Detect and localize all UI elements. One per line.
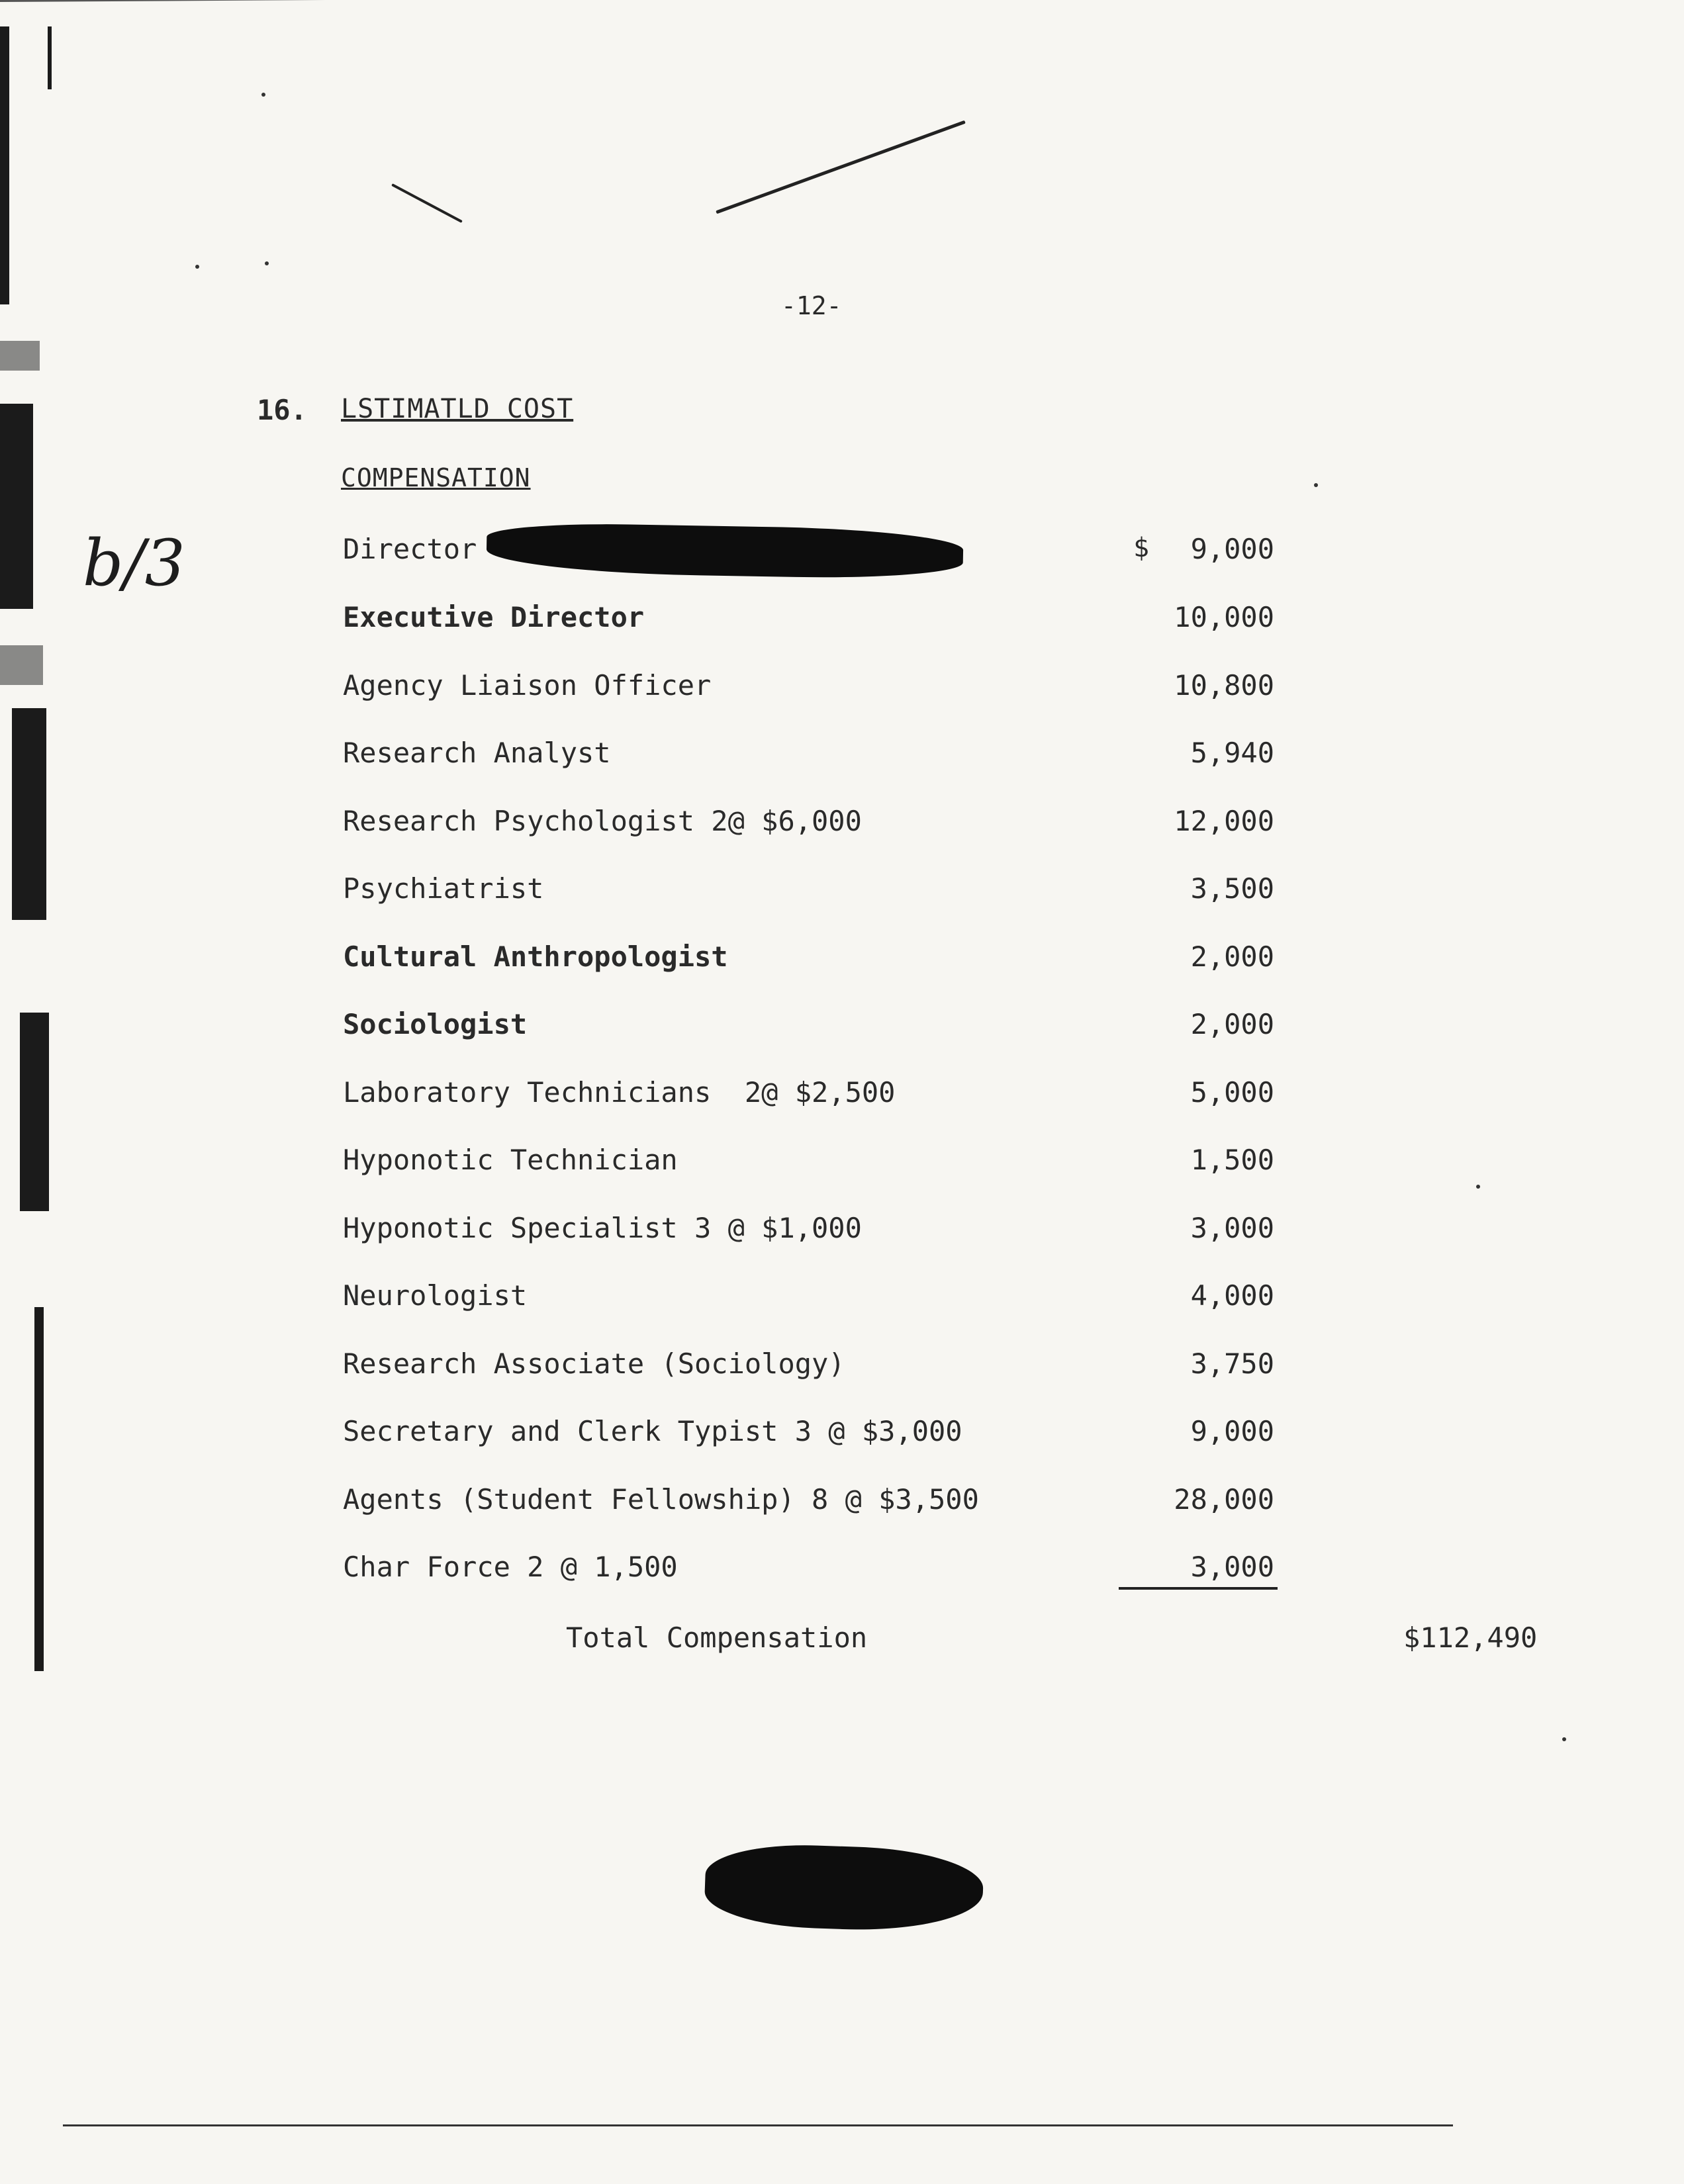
sum-underline	[1119, 1587, 1278, 1590]
row-amount: 4,000	[1190, 1279, 1274, 1312]
row-label: Research Associate (Sociology)	[343, 1347, 845, 1380]
table-row	[0, 1551, 1684, 1597]
table-row	[0, 601, 1684, 647]
row-label: Psychiatrist	[343, 872, 544, 905]
row-label: Neurologist	[343, 1279, 528, 1312]
table-row	[0, 805, 1684, 851]
ink-speck	[1314, 483, 1318, 487]
row-label: Laboratory Technicians 2@ $2,500	[343, 1076, 896, 1109]
table-row	[0, 1076, 1684, 1122]
row-amount: 9,000	[1190, 533, 1274, 565]
table-row	[0, 1415, 1684, 1461]
row-label: Research Psychologist 2@ $6,000	[343, 805, 862, 837]
row-label: Hyponotic Specialist 3 @ $1,000	[343, 1212, 862, 1244]
table-row	[0, 1347, 1684, 1394]
row-amount: 3,750	[1190, 1347, 1274, 1380]
row-amount: 2,000	[1190, 940, 1274, 973]
table-row	[0, 1008, 1684, 1054]
row-amount: 3,500	[1190, 872, 1274, 905]
pen-stroke	[391, 183, 463, 223]
ink-speck	[265, 261, 269, 265]
row-amount: 2,000	[1190, 1008, 1274, 1040]
bottom-edge-line	[63, 2124, 1453, 2126]
table-row	[0, 737, 1684, 783]
table-row	[0, 533, 1684, 579]
row-label: Agents (Student Fellowship) 8 @ $3,500	[343, 1483, 979, 1516]
top-edge-line	[0, 0, 993, 2]
row-amount: 10,000	[1174, 601, 1274, 633]
table-row	[0, 1483, 1684, 1529]
row-label: Hyponotic Technician	[343, 1144, 678, 1176]
row-amount: 3,000	[1190, 1551, 1274, 1583]
row-label: Executive Director	[343, 601, 645, 633]
dollar-sign: $	[1133, 533, 1150, 563]
row-label: Cultural Anthropologist	[343, 940, 728, 973]
table-row	[0, 872, 1684, 919]
table-row	[0, 1279, 1684, 1326]
row-label: Secretary and Clerk Typist 3 @ $3,000	[343, 1415, 962, 1447]
margin-bar	[0, 26, 9, 304]
total-label: Total Compensation	[566, 1621, 868, 1654]
total-amount: $112,490	[1403, 1621, 1538, 1654]
row-amount: 5,000	[1190, 1076, 1274, 1109]
table-row	[0, 669, 1684, 715]
row-label: Agency Liaison Officer	[343, 669, 712, 702]
subsection-title: COMPENSATION	[341, 463, 531, 492]
row-label: Char Force 2 @ 1,500	[343, 1551, 678, 1583]
margin-bar	[0, 341, 40, 371]
row-label: Sociologist	[343, 1008, 528, 1040]
row-amount: 3,000	[1190, 1212, 1274, 1244]
ink-speck	[1562, 1737, 1566, 1741]
handwritten-margin-note: b/3	[83, 526, 185, 600]
ink-speck	[261, 93, 265, 97]
page-number: -12-	[781, 291, 842, 320]
row-amount: 28,000	[1174, 1483, 1274, 1516]
table-row	[0, 940, 1684, 987]
section-title: LSTIMATLD COST	[341, 394, 574, 424]
row-amount: 1,500	[1190, 1144, 1274, 1176]
row-amount: 10,800	[1174, 669, 1274, 702]
table-row	[0, 1212, 1684, 1258]
margin-bar	[48, 26, 52, 89]
row-amount: 9,000	[1190, 1415, 1274, 1447]
ink-speck	[195, 265, 199, 269]
section-number: 16.	[257, 394, 307, 426]
row-label: Director	[343, 533, 477, 565]
row-amount: 5,940	[1190, 737, 1274, 769]
row-amount: 12,000	[1174, 805, 1274, 837]
table-row	[0, 1144, 1684, 1190]
pen-stroke	[716, 120, 966, 214]
row-label: Research Analyst	[343, 737, 611, 769]
redaction-mark	[704, 1842, 984, 1934]
